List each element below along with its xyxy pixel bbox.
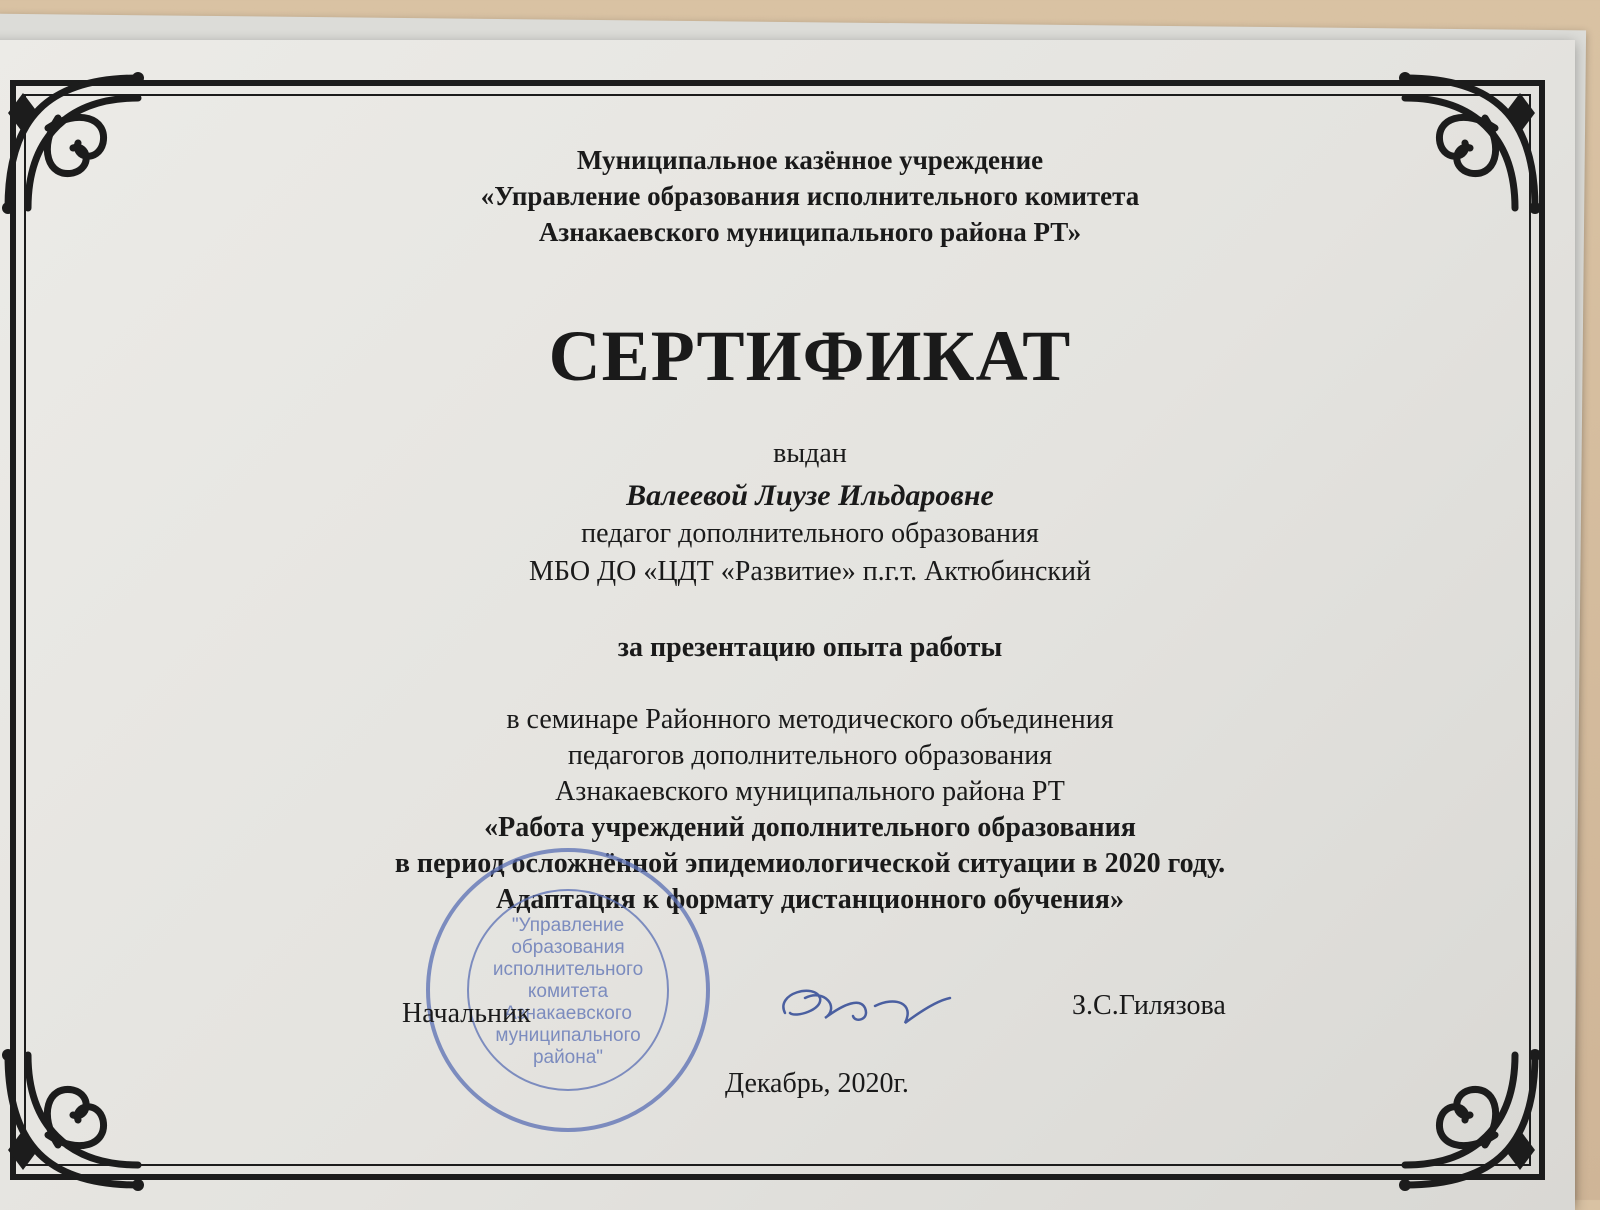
- issued-label: выдан: [773, 438, 847, 469]
- recipient-organization: МБО ДО «ЦДТ «Развитие» п.г.т. Актюбинский: [529, 556, 1091, 587]
- stamp-line: района": [532, 1047, 604, 1068]
- issuer-line-3: Азнакаевского муниципального района РТ»: [538, 217, 1082, 247]
- stamp-line: "Управление: [511, 915, 625, 936]
- stamp-line: Азнакаевского: [504, 1003, 632, 1024]
- certificate-content: [20, 0, 1600, 1200]
- issue-date: Декабрь, 2020г.: [725, 1068, 909, 1099]
- seminar-line-2: педагогов дополнительного образования: [567, 740, 1053, 771]
- recipient-position: педагог дополнительного образования: [581, 518, 1039, 549]
- recipient-name: Валеевой Лиузе Ильдаровне: [626, 479, 994, 512]
- signatory-name: З.С.Гилязова: [1072, 990, 1226, 1021]
- stamp-inner-text: [478, 915, 658, 1069]
- award-reason: за презентацию опыта работы: [617, 632, 1003, 663]
- stamp-line: образования: [511, 937, 625, 958]
- seminar-line-1: в семинаре Районного методического объединения: [506, 704, 1114, 735]
- topic-line-3: Адаптация к формату дистанционного обучения»: [496, 884, 1124, 915]
- topic-line-2: в период осложнённой эпидемиологической ситуации в 2020 году.: [394, 848, 1226, 879]
- topic-line-1: «Работа учреждений дополнительного образования: [484, 812, 1136, 843]
- seminar-line-3: Азнакаевского муниципального района РТ: [555, 776, 1065, 807]
- stamp-line: исполнительного: [492, 959, 644, 980]
- handwritten-signature: [765, 978, 965, 1038]
- stamp-line: муниципального: [495, 1025, 641, 1046]
- issuer-line-2: «Управление образования исполнительного комитета: [480, 181, 1140, 211]
- official-stamp: [418, 840, 718, 1140]
- stamp-line: комитета: [527, 981, 609, 1002]
- signatory-title: Начальник: [402, 998, 531, 1029]
- issuer-line-1: Муниципальное казённое учреждение: [576, 145, 1044, 175]
- certificate-title: СЕРТИФИКАТ: [548, 316, 1072, 396]
